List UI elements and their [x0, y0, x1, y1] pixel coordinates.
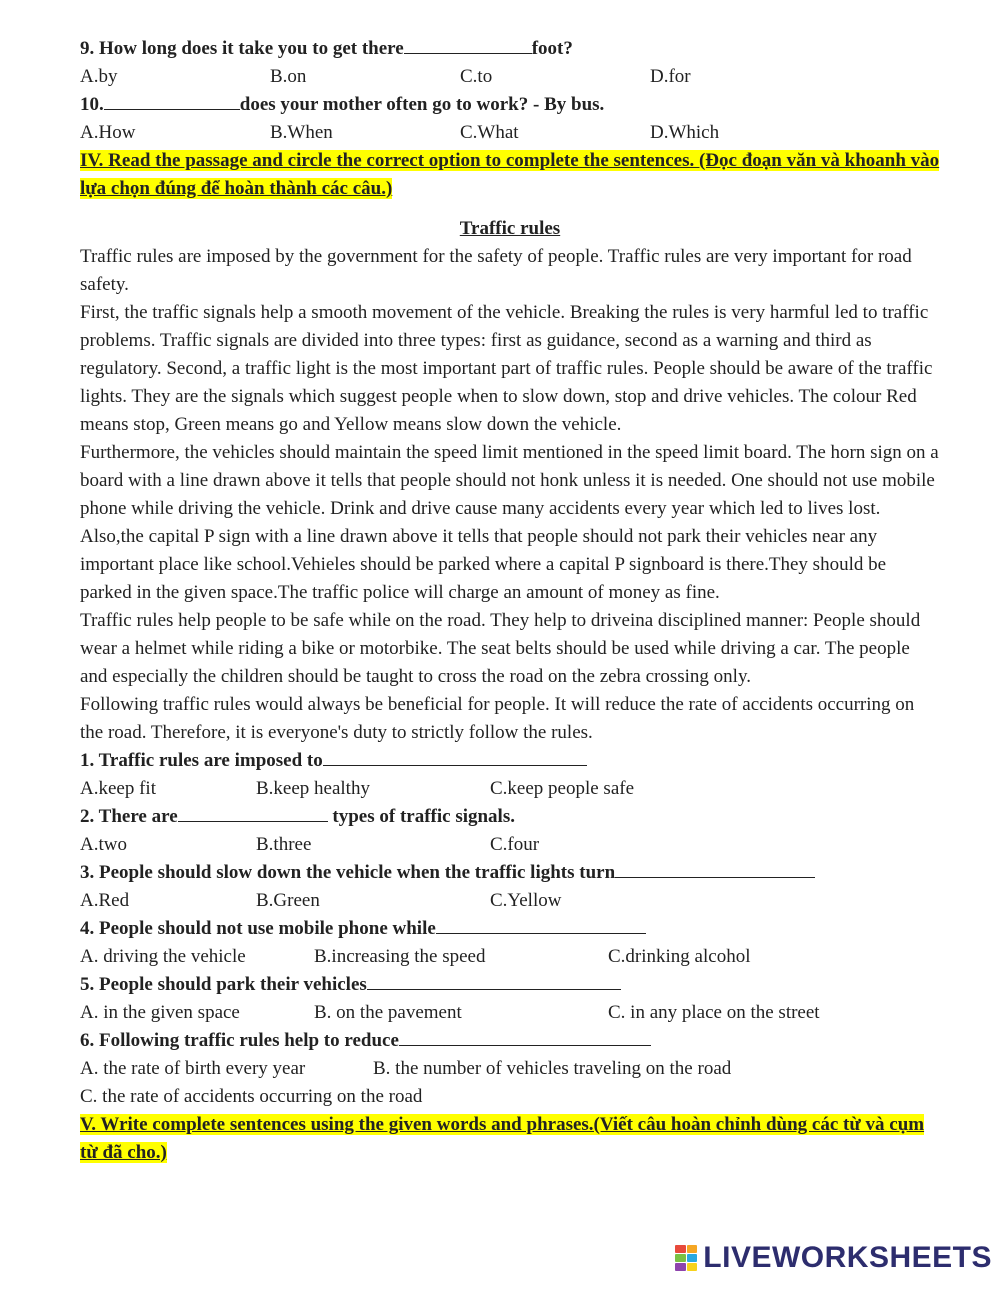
question-10-number: 10.: [80, 94, 104, 115]
passage-paragraph: Furthermore, the vehicles should maintain the speed limit mentioned in the speed limit board. The horn sign on a board with a line drawn above it tells that people should not honk unless it is needed. One should not use mobile phone while driving the vehicle. Drink and drive cause many accidents every year which led to lives lost.: [80, 442, 939, 519]
comprehension-question-4: [80, 915, 940, 943]
option-d[interactable]: D.Which: [650, 122, 720, 143]
question-text: 2. There are: [80, 806, 178, 827]
option-b[interactable]: B.keep healthy: [256, 778, 370, 799]
answer-blank[interactable]: [178, 803, 328, 822]
question-10-text: does your mother often go to work? - By bus.: [239, 94, 605, 115]
option-b[interactable]: B.on: [270, 66, 307, 87]
question-suffix: types of traffic signals.: [327, 806, 515, 827]
comprehension-question-5: [80, 971, 940, 999]
option-a[interactable]: A.How: [80, 122, 136, 143]
question-1-options: [80, 775, 940, 803]
option-a[interactable]: A.by: [80, 66, 118, 87]
answer-blank[interactable]: [404, 35, 532, 54]
question-4-options: [80, 943, 940, 971]
question-3-options: [80, 887, 940, 915]
section-4-heading-block: [80, 147, 940, 203]
liveworksheets-logo-icon: [675, 1245, 697, 1271]
option-c[interactable]: C. the rate of accidents occurring on the road: [80, 1086, 423, 1107]
option-a[interactable]: A.two: [80, 834, 127, 855]
option-b[interactable]: B.increasing the speed: [314, 946, 486, 967]
option-c[interactable]: C.drinking alcohol: [608, 946, 751, 967]
passage-paragraph: First, the traffic signals help a smooth movement of the vehicle. Breaking the rules is very harmful led to traffic problems. Traffic signals are divided into three types: first as guidance, second as a warning and third as regulatory. Second, a traffic light is the most important part of traffic rules. People should be aware of the traffic lights. They are the signals which suggest people when to slow down, stop and drive vehicles. The colour Red means stop, Green means go and Yellow means slow down the vehicle.: [80, 302, 933, 435]
option-a[interactable]: A.Red: [80, 890, 130, 911]
answer-blank[interactable]: [615, 859, 815, 878]
question-9-options: [80, 63, 940, 91]
liveworksheets-logo[interactable]: [675, 1241, 992, 1275]
question-6-options: [80, 1055, 940, 1083]
passage-paragraph: Traffic rules are imposed by the government for the safety of people. Traffic rules are very important for road safety.: [80, 246, 912, 295]
question-9: [80, 35, 940, 63]
question-10-options: [80, 119, 940, 147]
answer-blank[interactable]: [436, 915, 646, 934]
question-text: 1. Traffic rules are imposed to: [80, 750, 323, 771]
comprehension-question-1: [80, 747, 940, 775]
comprehension-question-2: [80, 803, 940, 831]
option-b[interactable]: B.three: [256, 834, 312, 855]
option-b[interactable]: B. on the pavement: [314, 1002, 462, 1023]
question-9-text: 9. How long does it take you to get there: [80, 38, 404, 59]
passage-paragraph: Also,the capital P sign with a line drawn above it tells that people should not park their vehicles near any important place like school.Vehieles should be parked where a capital P signboard is there.They should be parked in the given space.The traffic police will charge an amount of money as fine.: [80, 526, 887, 603]
option-a[interactable]: A. driving the vehicle: [80, 946, 246, 967]
option-d[interactable]: D.for: [650, 66, 691, 87]
question-text: 6. Following traffic rules help to reduce: [80, 1030, 399, 1051]
question-5-options: [80, 999, 940, 1027]
question-text: 3. People should slow down the vehicle when the traffic lights turn: [80, 862, 616, 883]
question-2-options: [80, 831, 940, 859]
question-10: [80, 91, 940, 119]
option-a[interactable]: A.keep fit: [80, 778, 156, 799]
liveworksheets-logo-text: LIVEWORKSHEETS: [703, 1241, 992, 1274]
question-text: 4. People should not use mobile phone while: [80, 918, 436, 939]
question-text: 5. People should park their vehicles: [80, 974, 367, 995]
answer-blank[interactable]: [399, 1027, 651, 1046]
option-b[interactable]: B. the number of vehicles traveling on the road: [373, 1058, 732, 1079]
answer-blank[interactable]: [323, 747, 587, 766]
answer-blank[interactable]: [367, 971, 621, 990]
option-a[interactable]: A. the rate of birth every year: [80, 1058, 306, 1079]
worksheet-page: [80, 35, 940, 1167]
option-b[interactable]: B.Green: [256, 890, 320, 911]
question-6-options-row-2: [80, 1083, 940, 1111]
option-c[interactable]: C.What: [460, 122, 519, 143]
option-c[interactable]: C. in any place on the street: [608, 1002, 820, 1023]
passage-paragraph: Traffic rules help people to be safe while on the road. They help to driveina disciplined manner: People should wear a helmet while riding a bike or motorbike. The seat belts should be used while driving a car. The people and especially the children should be taught to cross the road on the zebra crossing only.: [80, 610, 921, 687]
option-c[interactable]: C.Yellow: [490, 890, 562, 911]
option-a[interactable]: A. in the given space: [80, 1002, 240, 1023]
option-b[interactable]: B.When: [270, 122, 333, 143]
option-c[interactable]: C.four: [490, 834, 540, 855]
option-c[interactable]: C.keep people safe: [490, 778, 635, 799]
section-4-heading: IV. Read the passage and circle the correct option to complete the sentences. (Đọc đoạn văn và khoanh vào lựa chọn đúng để hoàn thành các câu.): [80, 150, 940, 199]
passage-title: Traffic rules: [459, 218, 561, 239]
answer-blank[interactable]: [104, 91, 240, 110]
question-9-suffix: foot?: [531, 38, 573, 59]
comprehension-question-6: [80, 1027, 940, 1055]
comprehension-question-3: [80, 859, 940, 887]
passage-paragraph: Following traffic rules would always be beneficial for people. It will reduce the rate of accidents occurring on the road. Therefore, it is everyone's duty to strictly follow the rules.: [80, 694, 915, 743]
section-5-heading-block: [80, 1111, 940, 1167]
option-c[interactable]: C.to: [460, 66, 493, 87]
section-5-heading: V. Write complete sentences using the given words and phrases.(Viết câu hoàn chỉnh dùng các từ và cụm từ đã cho.): [80, 1114, 925, 1163]
